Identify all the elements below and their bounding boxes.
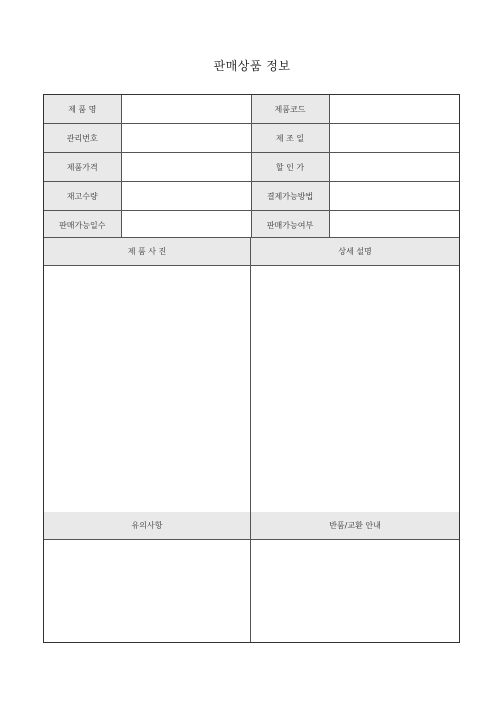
sale-availability-field[interactable] [329,211,459,240]
product-photo-area[interactable] [44,266,250,513]
returns-column [251,512,459,642]
sale-availability-label: 판매가능여부 [251,211,329,240]
table-row [44,153,459,182]
product-price-label: 제품가격 [44,153,121,182]
table-row [44,211,459,240]
notes-header: 유의사항 [44,512,250,540]
product-info-form [43,94,460,643]
product-code-label: 제품코드 [251,95,329,124]
payment-methods-field[interactable] [329,182,459,211]
manufacture-date-label: 제 조 일 [251,124,329,153]
discount-price-label: 할 인 가 [251,153,329,182]
product-photo-column [44,238,251,513]
product-info-table [44,95,459,240]
product-name-field[interactable] [121,95,251,124]
payment-methods-label: 결제가능방법 [251,182,329,211]
table-row [44,124,459,153]
product-name-label: 제 품 명 [44,95,121,124]
management-number-label: 관리번호 [44,124,121,153]
detail-description-area[interactable] [251,266,459,513]
stock-quantity-field[interactable] [121,182,251,211]
product-code-field[interactable] [329,95,459,124]
notes-returns-section [44,512,459,642]
sale-days-field[interactable] [121,211,251,240]
detail-description-column [251,238,459,513]
returns-area[interactable] [251,540,459,642]
table-row [44,182,459,211]
page-title: 판매상품 정보 [213,59,291,73]
table-row [44,95,459,124]
stock-quantity-label: 재고수량 [44,182,121,211]
manufacture-date-field[interactable] [329,124,459,153]
notes-column [44,512,251,642]
photo-description-section [44,237,459,514]
detail-description-header: 상세 설명 [251,238,459,266]
product-photo-header: 제 품 사 진 [44,238,250,266]
sale-days-label: 판매가능일수 [44,211,121,240]
returns-header: 반품/교환 안내 [251,512,459,540]
product-price-field[interactable] [121,153,251,182]
discount-price-field[interactable] [329,153,459,182]
management-number-field[interactable] [121,124,251,153]
notes-area[interactable] [44,540,250,642]
